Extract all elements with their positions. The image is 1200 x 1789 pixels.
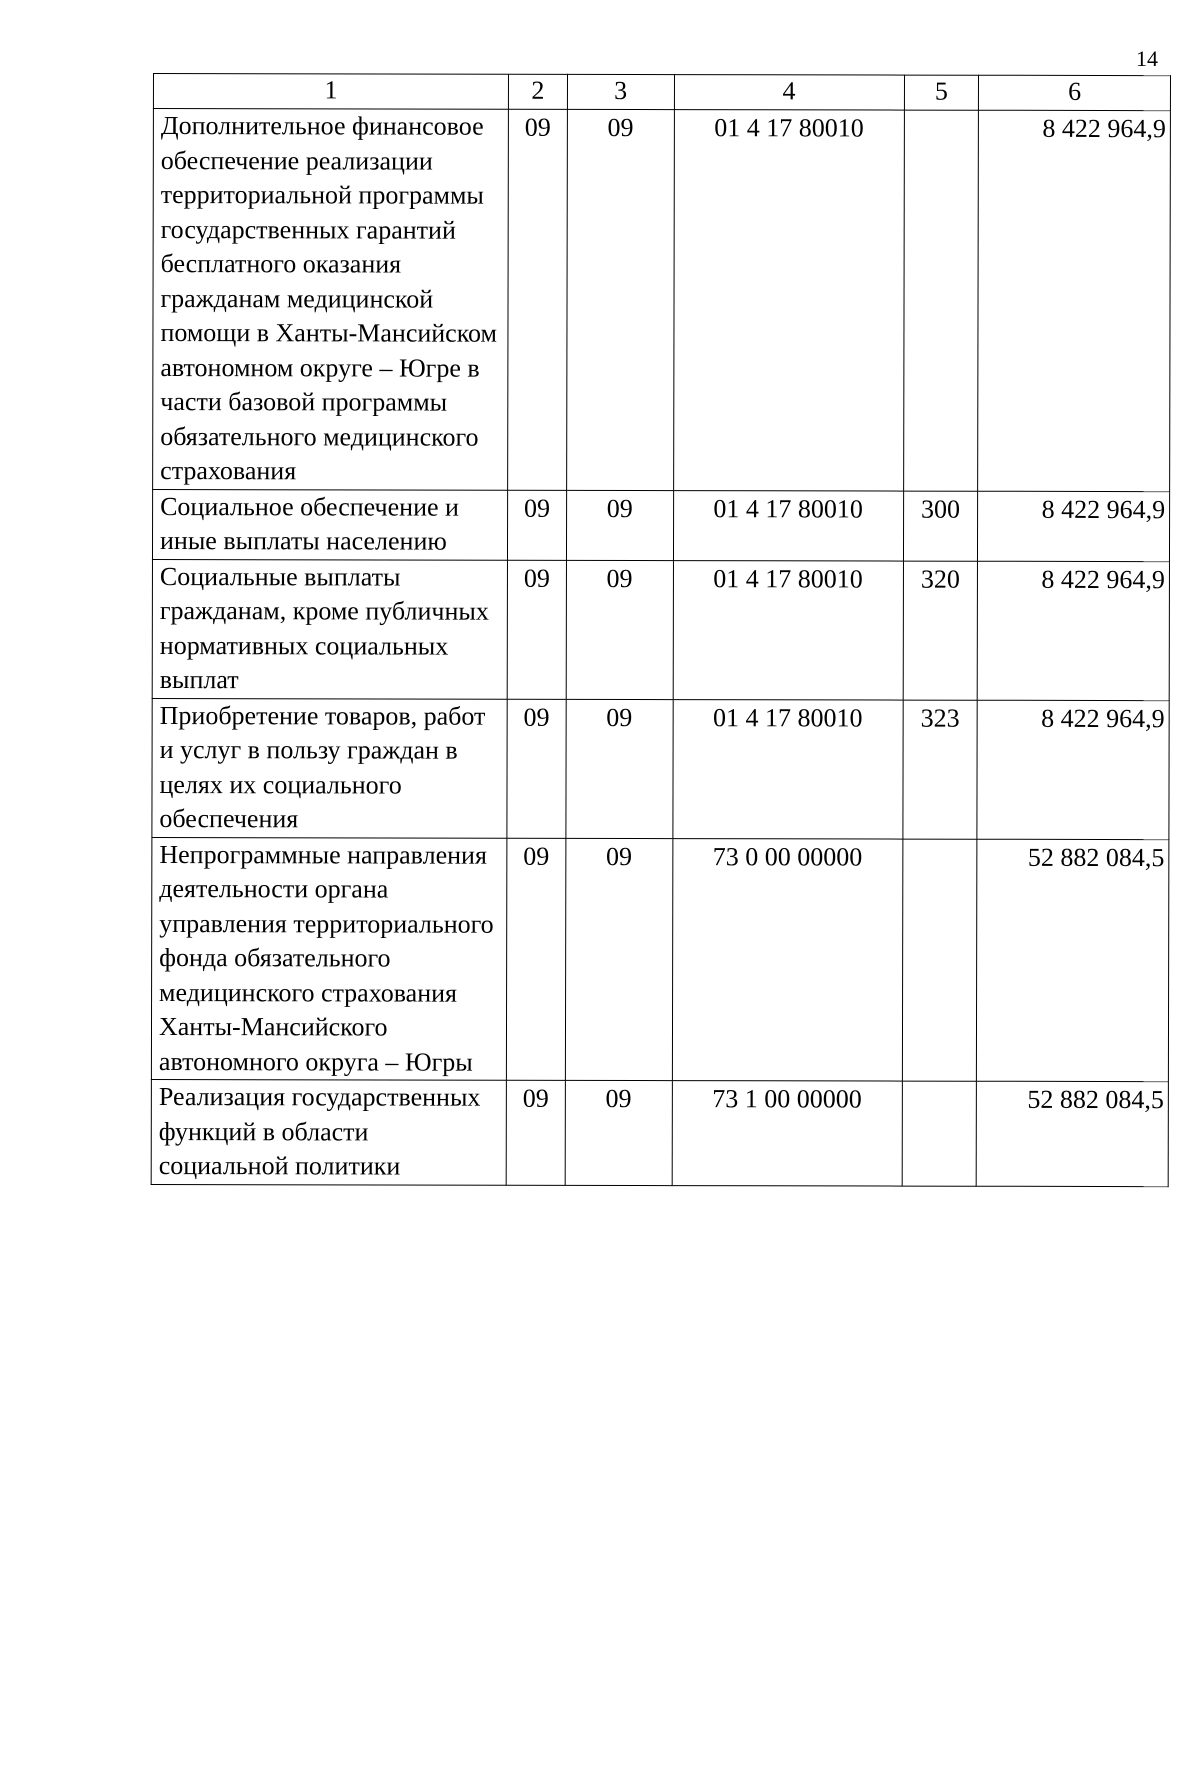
subsection-code-cell: 09 [565, 838, 672, 1081]
header-col-3: 3 [567, 74, 674, 109]
row-name-cell: Социальные выплаты гражданам, кроме публичных нормативных социальных выплат [152, 559, 507, 699]
table-row [152, 559, 1169, 700]
page-number: 14 [1136, 46, 1158, 71]
table-header [153, 74, 1170, 111]
row-name-cell: Социальное обеспечение и иные выплаты населению [152, 489, 507, 560]
table-row [153, 109, 1171, 492]
target-article-cell: 73 1 00 00000 [672, 1081, 902, 1186]
table-body [151, 109, 1170, 1187]
expense-type-cell: 300 [903, 491, 978, 561]
target-article-cell: 01 4 17 80010 [673, 560, 903, 699]
subsection-code-cell: 09 [565, 1080, 672, 1185]
table-row [152, 698, 1169, 839]
header-col-2: 2 [509, 74, 568, 109]
amount-cell: 8 422 964,9 [977, 561, 1169, 700]
amount-cell: 8 422 964,9 [978, 110, 1171, 491]
target-article-cell: 01 4 17 80010 [673, 490, 903, 560]
amount-cell: 8 422 964,9 [977, 700, 1169, 839]
subsection-code-cell: 09 [566, 560, 673, 699]
row-name-cell: Реализация государственных функций в области социальной политики [151, 1079, 506, 1184]
header-row [153, 74, 1170, 111]
header-col-5: 5 [904, 75, 979, 110]
section-code-cell: 09 [506, 1080, 565, 1185]
section-code-cell: 09 [508, 109, 567, 490]
table-row [151, 1079, 1168, 1186]
table-row [151, 837, 1169, 1082]
target-article-cell: 01 4 17 80010 [672, 699, 902, 838]
section-code-cell: 09 [508, 490, 567, 560]
target-article-cell: 01 4 17 80010 [673, 110, 904, 491]
row-name-cell: Приобретение товаров, работ и услуг в пользу граждан в целях их социального обеспечения [152, 698, 507, 838]
expense-type-cell [902, 839, 977, 1082]
section-code-cell: 09 [507, 838, 566, 1081]
row-name-cell: Непрограммные направления деятельности органа управления территориального фонда обязательного медицинского страхования Ханты-Мансийского автономного округа – Югры [151, 837, 507, 1080]
expense-type-cell [902, 1081, 977, 1186]
section-code-cell: 09 [507, 699, 566, 838]
subsection-code-cell: 09 [566, 109, 674, 490]
header-col-6: 6 [979, 75, 1171, 110]
budget-table [151, 73, 1171, 1187]
expense-type-cell: 320 [903, 561, 978, 700]
header-col-4: 4 [674, 75, 904, 110]
target-article-cell: 73 0 00 00000 [672, 838, 903, 1081]
subsection-code-cell: 09 [566, 490, 673, 560]
amount-cell: 52 882 084,5 [977, 839, 1169, 1082]
table-row [152, 489, 1169, 561]
row-name-cell: Дополнительное финансовое обеспечение реализации территориальной программы государственных гарантий бесплатного оказания гражданам медицинской помощи в Ханты-Мансийском автономном округе – Югре в части базовой программы обязательного медицинского страхования [153, 109, 509, 490]
amount-cell: 52 882 084,5 [976, 1081, 1168, 1186]
subsection-code-cell: 09 [566, 699, 673, 838]
header-col-1: 1 [153, 74, 508, 110]
amount-cell: 8 422 964,9 [978, 491, 1170, 561]
expense-type-cell [903, 110, 978, 491]
expense-type-cell: 323 [903, 700, 978, 839]
section-code-cell: 09 [507, 560, 566, 699]
